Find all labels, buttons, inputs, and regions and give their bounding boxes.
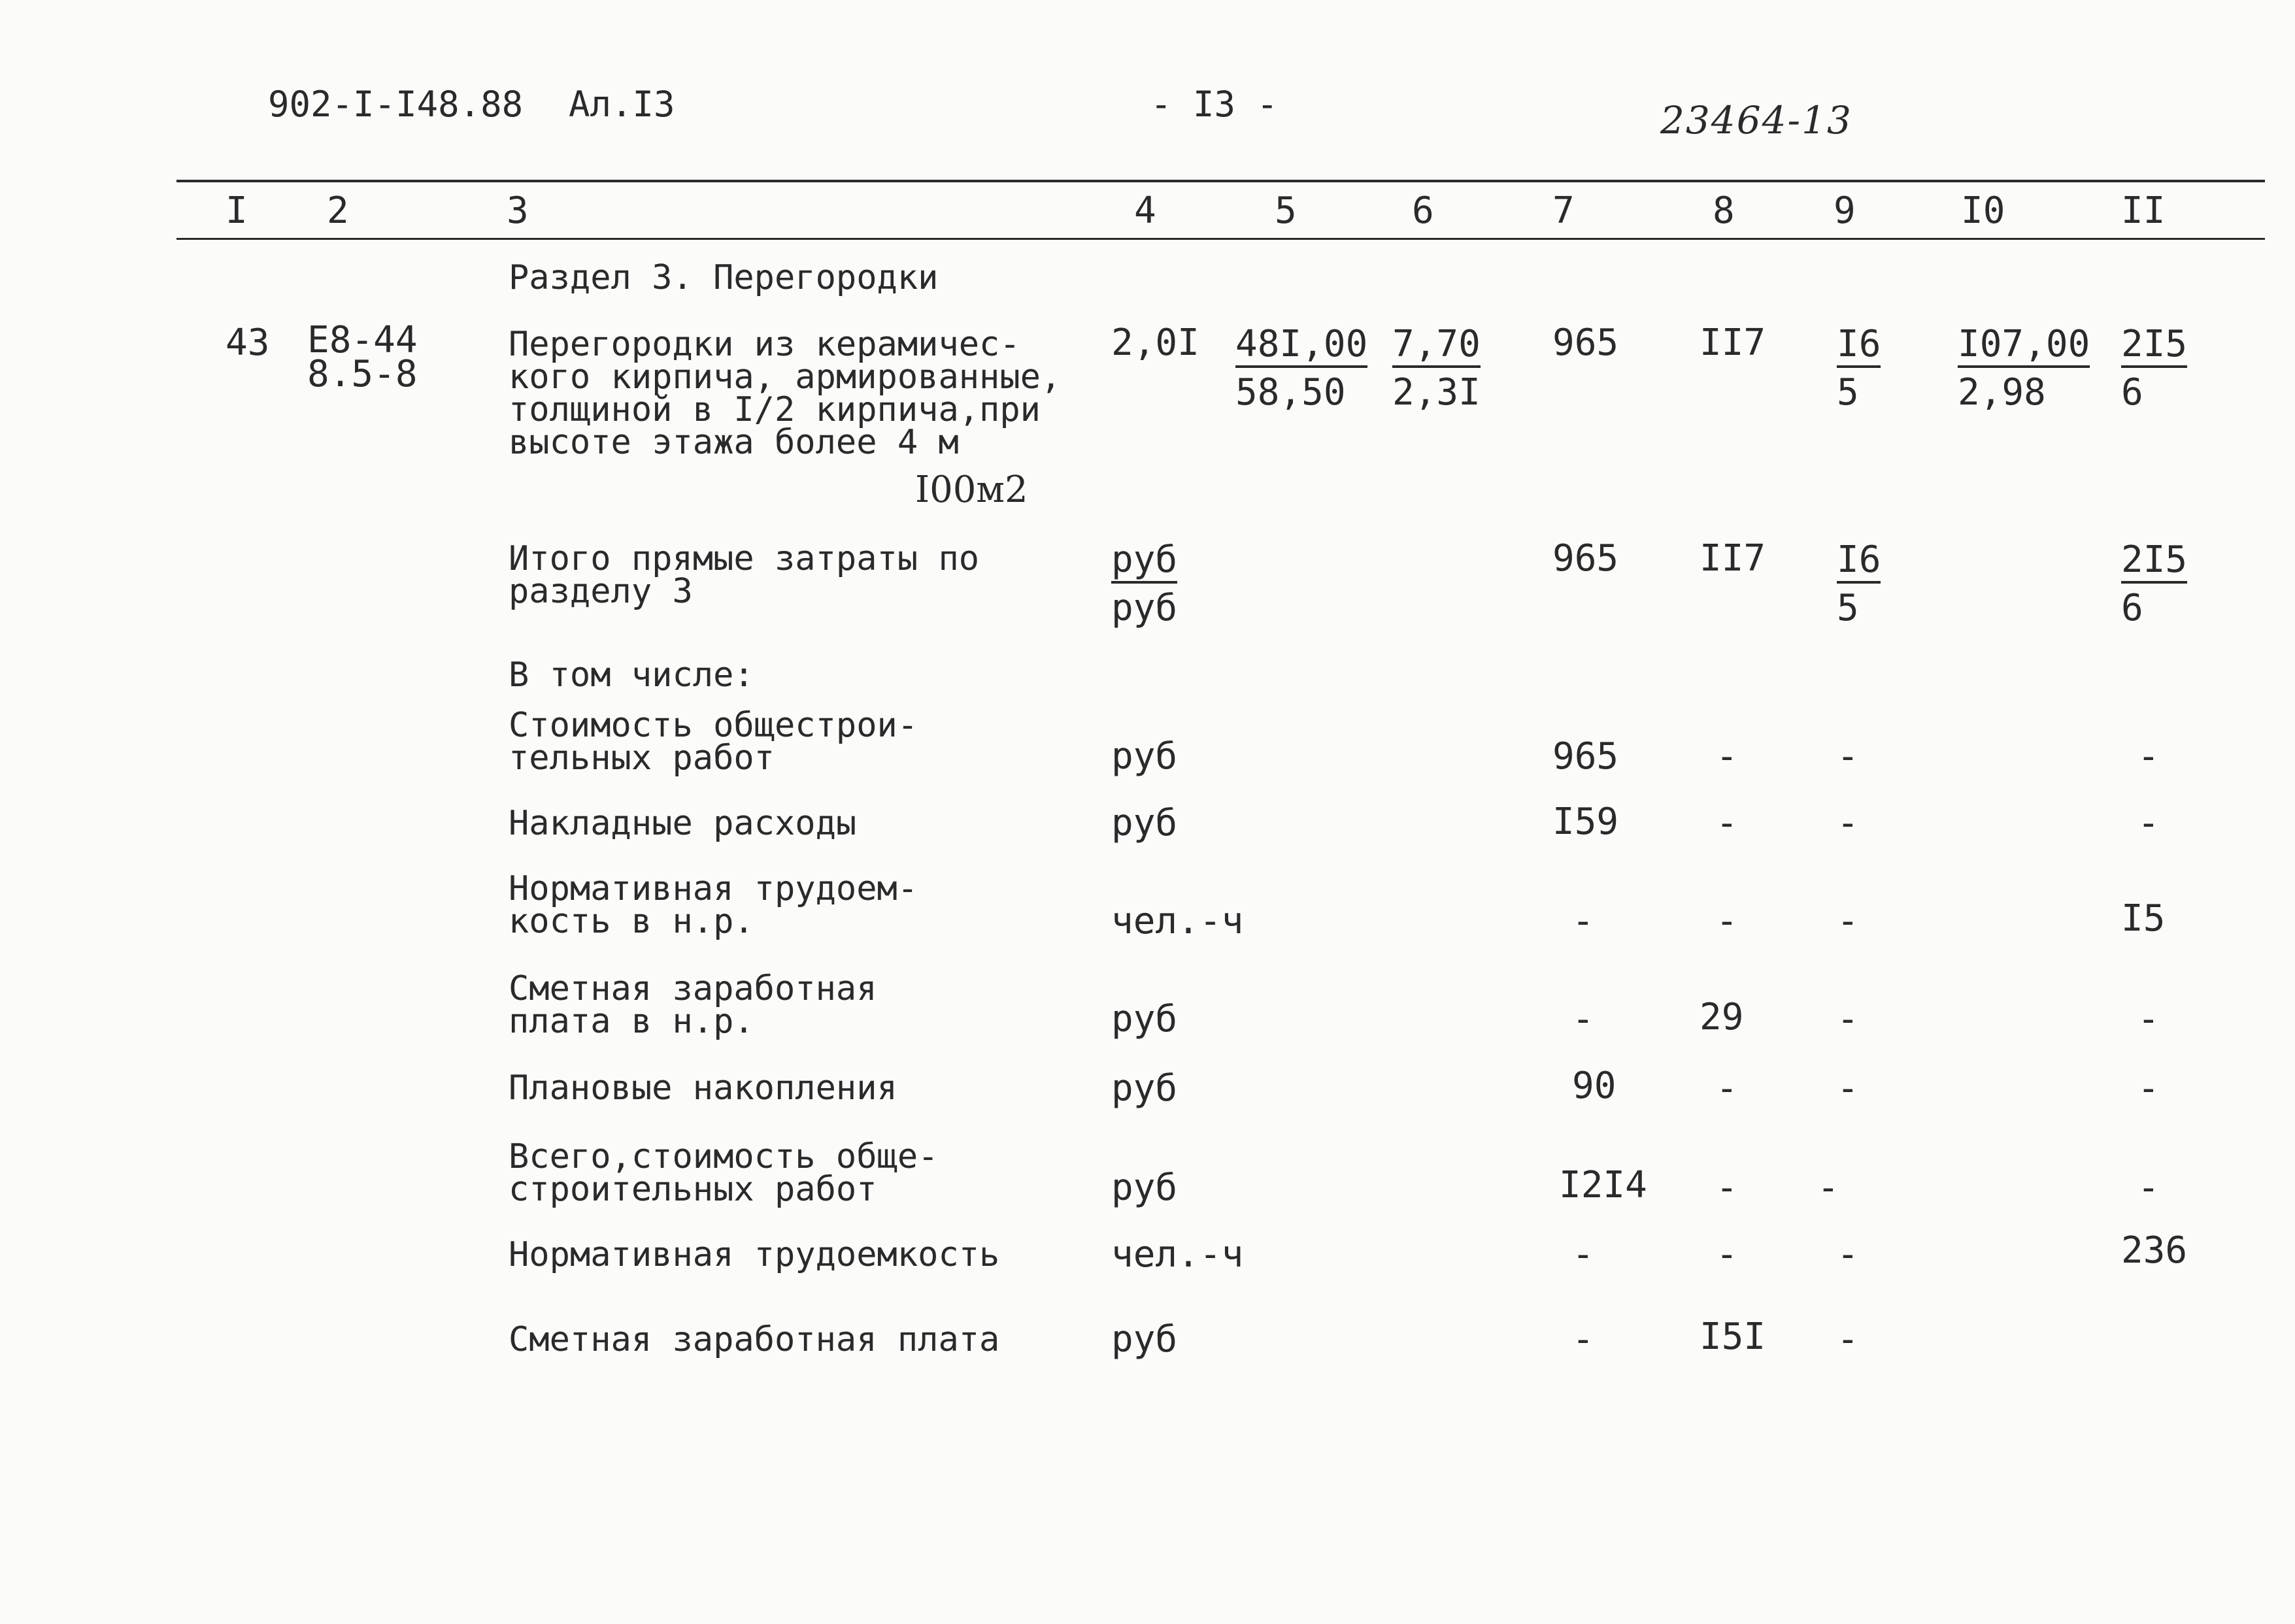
handwritten-number: 23464-13 [1660, 98, 1852, 142]
col-header-3: 3 [507, 190, 529, 232]
col11-bottom-value: 6 [2121, 371, 2143, 414]
col10-bottom-value: 2,98 [1958, 371, 2046, 414]
item-col8: II7 [1700, 322, 1766, 364]
unit-bottom: руб [1111, 587, 1178, 629]
row-col9: - [1837, 1233, 1859, 1276]
row-description [509, 706, 918, 778]
description-line: Итого прямые затраты по [509, 539, 980, 578]
section-title: Раздел 3. Перегородки [509, 258, 939, 297]
row-col11: I5 [2121, 897, 2166, 940]
item-number: 43 [226, 322, 270, 364]
row-col9: - [1837, 900, 1859, 942]
description-line: Сметная заработная [509, 969, 877, 1008]
document-code: 902-I-I48.88 [268, 84, 524, 125]
item-col7: 965 [1552, 322, 1619, 364]
row-description [509, 1069, 897, 1108]
row-col11: - [2137, 802, 2160, 844]
total-direct-col11 [2121, 536, 2187, 633]
row-col8: 29 [1700, 996, 1744, 1038]
row-col7: 90 [1572, 1065, 1617, 1107]
row-col11: - [2137, 1167, 2160, 1209]
col-header-1: I [226, 190, 248, 232]
row-unit: чел.-ч [1111, 900, 1244, 942]
row-unit: руб [1111, 735, 1178, 778]
row-col7: I2I4 [1559, 1164, 1647, 1206]
row-col9: - [1837, 998, 1859, 1040]
total-direct-unit [1111, 536, 1177, 633]
description-line: Перегородки из керамичес- [509, 325, 1020, 364]
row-col8: - [1716, 1167, 1738, 1209]
sheet-number: Ал.I3 [569, 84, 675, 125]
description-line: толщиной в I/2 кирпича,при [509, 390, 1041, 429]
description-line: Плановые накопления [509, 1069, 897, 1108]
col-header-7: 7 [1552, 190, 1575, 232]
row-col7: - [1572, 998, 1594, 1040]
row-description [509, 969, 877, 1041]
item-description [509, 325, 1062, 462]
item-unit: I00м2 [915, 469, 1028, 511]
row-col11: - [2137, 998, 2160, 1040]
row-col7: 965 [1552, 735, 1619, 778]
row-col9: - [1837, 735, 1859, 778]
col-header-5: 5 [1275, 190, 1297, 232]
row-col11: - [2137, 735, 2160, 778]
description-line: Нормативная трудоем- [509, 869, 918, 908]
description-line: высоте этажа более 4 м [509, 423, 959, 462]
item-col11 [2121, 320, 2187, 417]
row-description [509, 804, 857, 843]
col5-bottom-value: 58,50 [1235, 371, 1346, 414]
total-direct-description [509, 539, 980, 611]
col11-top-value: 2I5 [2121, 323, 2187, 368]
description-line: плата в н.р. [509, 1002, 754, 1041]
row-unit: руб [1111, 1067, 1178, 1110]
description-line: строительных работ [509, 1170, 877, 1209]
row-unit: чел.-ч [1111, 1233, 1244, 1276]
col9-bottom-value: 5 [1837, 587, 1859, 629]
col5-top-value: 48I,00 [1235, 323, 1367, 368]
col6-bottom-value: 2,3I [1392, 371, 1481, 414]
row-description [509, 1235, 1000, 1274]
col-header-9: 9 [1834, 190, 1856, 232]
total-direct-col7: 965 [1552, 537, 1619, 580]
table-top-rule [176, 180, 2265, 182]
col11-top-value: 2I5 [2121, 539, 2187, 584]
description-line: тельных работ [509, 738, 775, 778]
unit-top: руб [1111, 539, 1177, 584]
item-col9 [1837, 320, 1881, 417]
col9-bottom-value: 5 [1837, 371, 1859, 414]
description-line: Стоимость общестрои- [509, 706, 918, 745]
col-header-2: 2 [327, 190, 349, 232]
description-line: разделу 3 [509, 572, 693, 611]
row-col8: - [1716, 1233, 1738, 1276]
row-col8: I5I [1700, 1316, 1766, 1358]
col9-top-value: I6 [1837, 323, 1881, 368]
total-direct-col8: II7 [1700, 537, 1766, 580]
item-col5 [1235, 320, 1367, 417]
row-col8: - [1716, 1067, 1738, 1110]
row-unit: руб [1111, 802, 1178, 844]
page-number: - I3 - [1150, 84, 1279, 125]
row-col9: - [1837, 1067, 1859, 1110]
description-line: Накладные расходы [509, 804, 857, 843]
row-col8: - [1716, 802, 1738, 844]
row-description [509, 1320, 1000, 1359]
row-col8: - [1716, 735, 1738, 778]
row-description [509, 869, 918, 941]
col-header-6: 6 [1412, 190, 1434, 232]
col10-top-value: I07,00 [1958, 323, 2090, 368]
item-code-line: E8-44 [307, 319, 418, 361]
col-header-4: 4 [1134, 190, 1156, 232]
row-col9: - [1837, 802, 1859, 844]
col9-top-value: I6 [1837, 539, 1881, 584]
row-col9: - [1837, 1318, 1859, 1361]
item-code [307, 319, 418, 395]
item-code-line: 8.5-8 [307, 353, 418, 395]
col-header-11: II [2121, 190, 2166, 232]
row-col8: - [1716, 900, 1738, 942]
col-header-10: I0 [1961, 190, 2005, 232]
row-col9: - [1817, 1167, 1839, 1209]
col-header-8: 8 [1713, 190, 1735, 232]
total-direct-col9 [1837, 536, 1881, 633]
row-unit: руб [1111, 1167, 1178, 1209]
row-col7: - [1572, 1318, 1594, 1361]
including-label: В том числе: [509, 655, 754, 695]
row-col7: I59 [1552, 801, 1619, 843]
description-line: Нормативная трудоемкость [509, 1235, 1000, 1274]
row-unit: руб [1111, 1318, 1178, 1361]
item-quantity: 2,0I [1111, 322, 1199, 364]
row-col7: - [1572, 900, 1594, 942]
row-col7: - [1572, 1233, 1594, 1276]
table-header-rule [176, 238, 2265, 240]
row-col11: - [2137, 1067, 2160, 1110]
item-col6 [1392, 320, 1481, 417]
row-unit: руб [1111, 998, 1178, 1040]
col11-bottom-value: 6 [2121, 587, 2143, 629]
col6-top-value: 7,70 [1392, 323, 1481, 368]
description-line: Всего,стоимость обще- [509, 1137, 939, 1176]
row-col11: 236 [2121, 1229, 2188, 1272]
description-line: кого кирпича, армированные, [509, 357, 1062, 397]
description-line: Сметная заработная плата [509, 1320, 1000, 1359]
row-description [509, 1137, 939, 1209]
description-line: кость в н.р. [509, 902, 754, 941]
item-col10 [1958, 320, 2090, 417]
